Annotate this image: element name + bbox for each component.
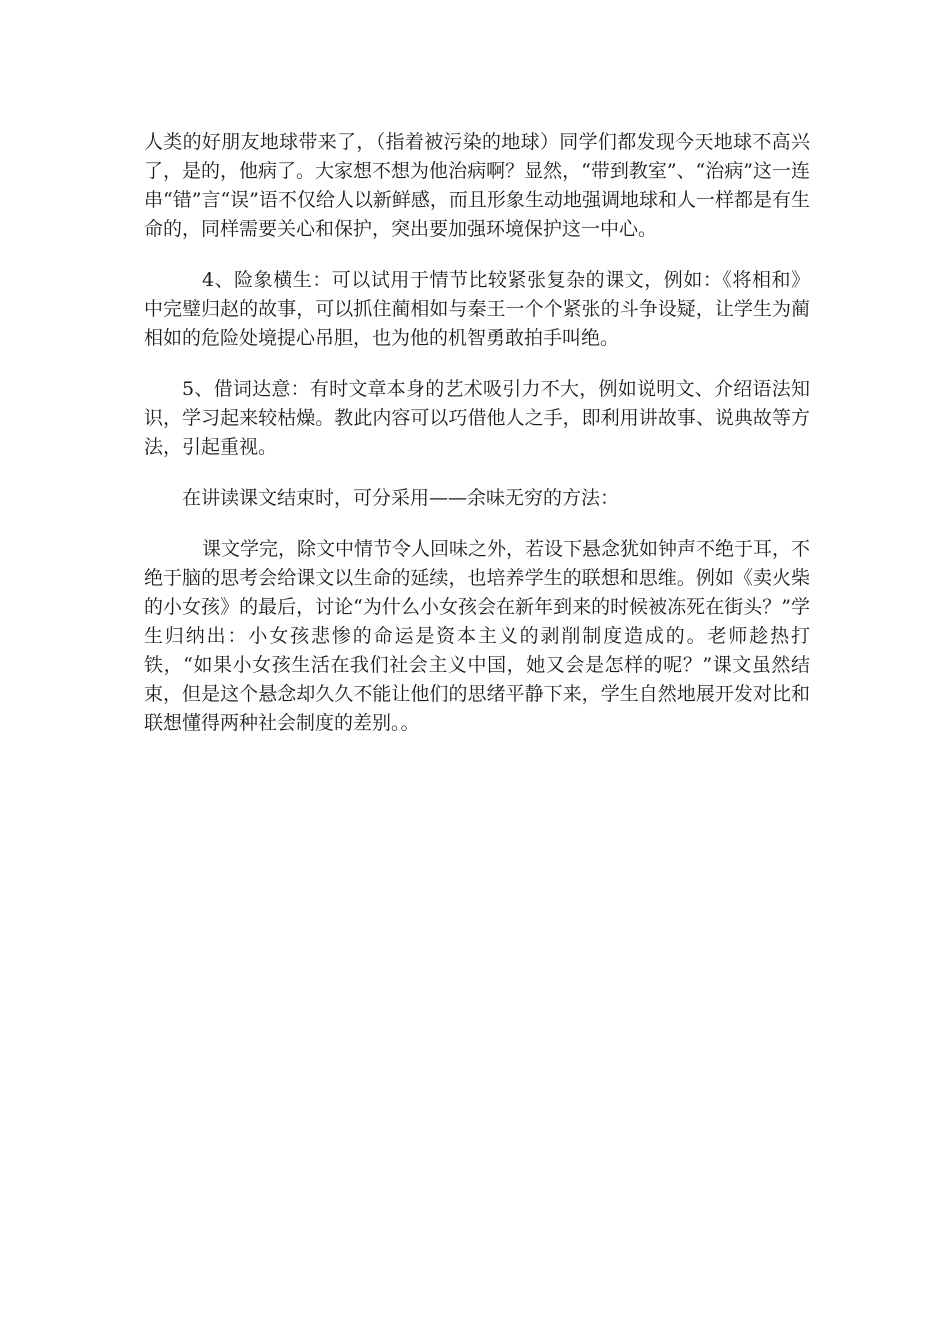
paragraph-method-5: 5、借词达意：有时文章本身的艺术吸引力不大，例如说明文、介绍语法知识，学习起来较枯燥。教此内容可以巧借他人之手，即利用讲故事、说典故等方法，引起重视。: [144, 378, 810, 458]
paragraph-ending-intro: 在讲读课文结束时，可分采用——余味无穷的方法：: [182, 487, 620, 509]
paragraph-method-4: 4、险象横生：可以试用于情节比较紧张复杂的课文，例如：《将相和》中完璧归赵的故事，可以抓住蔺相如与秦王一个个紧张的斗争设疑，让学生为蔺相如的危险处境提心吊胆，也为他的机智勇敢拍手叫绝。: [144, 269, 810, 349]
document-page: [144, 128, 810, 760]
paragraph-earth-example: 人类的好朋友地球带来了，（指着被污染的地球）同学们都发现今天地球不高兴了，是的，他病了。大家想不想为他治病啊？显然，“带到教室”、“治病”这一连串“错”言“误”语不仅给人以新鲜感，而且形象生动地强调地球和人一样都是有生命的，同样需要关心和保护，突出要加强环境保护这一中心。: [144, 131, 810, 240]
paragraph-ending-example: 课文学完，除文中情节令人回味之外，若设下悬念犹如钟声不绝于耳，不绝于脑的思考会给课文以生命的延续，也培养学生的联想和思维。例如《卖火柴的小女孩》的最后，讨论“为什么小女孩会在新年到来的时候被冻死在街头？”学生归纳出：小女孩悲惨的命运是资本主义的剥削制度造成的。老师趁热打铁，“如果小女孩生活在我们社会主义中国，她又会是怎样的呢？”课文虽然结束，但是这个悬念却久久不能让他们的思绪平静下来，学生自然地展开发对比和联想懂得两种社会制度的差别。。: [144, 538, 811, 734]
